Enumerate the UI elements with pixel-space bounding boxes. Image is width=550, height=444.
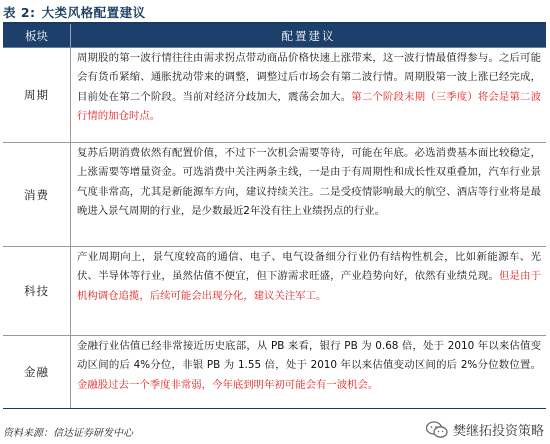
watermark (426, 420, 544, 439)
advice-highlight: 金融股过去一个季度非常弱，今年底到明年初可能会有一波机会。 (77, 378, 379, 391)
row-advice (71, 48, 546, 142)
table-row-finance (3, 336, 546, 408)
row-category: 科技 (3, 247, 71, 335)
table-caption (3, 3, 146, 19)
advice-text: 金融行业估值已经非常接近历史底部，从 PB 来看，银行 PB 为 0.68 倍，处于 2010 年以来估值变动区间的后 4%分位，非银 PB 为 1.55 倍，处于 2010 年以来估值变动区间的后 2%分位数位置。 (77, 340, 541, 372)
row-category: 金融 (3, 336, 71, 408)
table-number: 表 2: (3, 5, 36, 20)
header-sector: 板块 (3, 24, 71, 47)
advice-text: 周期股的第一波行情往往由需求拐点带动商品价格快速上涨带来，这一波行情最值得参与。之后可能会有货币紧缩、通胀扰动带来的调整，调整过后市场会有第二波行情。周期股第一波上涨已经完成，目前处在第二个阶段。当前对经济分歧加大，震荡会加大。 (77, 52, 541, 103)
table-row-cycle (3, 48, 546, 143)
advice-text: 产业周期向上，景气度较高的通信、电子、电气设备细分行业仍有结构性机会，比如新能源车、光伏、半导体等行业，虽然估值不便宜，但下游需求旺盛，产业趋势向好，依然有业绩兑现。 (77, 251, 541, 283)
source-note: 资料来源：信达证券研发中心 (3, 428, 133, 439)
header-advice: 配置建议 (281, 28, 336, 43)
row-advice (71, 336, 546, 408)
table-header (3, 24, 546, 48)
table-row-consumer (3, 143, 546, 247)
advice-highlight: 但是由于机构调仓追揽，后续可能会出现分化，建议关注军工。 (77, 270, 542, 302)
allocation-table (3, 22, 546, 409)
watermark-text: 樊继拓投资策略 (452, 424, 544, 439)
wechat-icon (426, 421, 448, 439)
row-category: 周期 (3, 48, 71, 142)
row-advice (71, 247, 546, 335)
table-row-tech (3, 247, 546, 336)
row-category: 消费 (3, 143, 71, 246)
advice-text: 复苏后期消费依然有配置价值，不过下一次机会需要等待，可能在年底。必选消费基本面比较稳定，上涨需要等增量资金。可选消费中关注两条主线，一是由于有周期性和成长性双重叠加，汽车行业景气度非常高，尤其是新能源车方向，建议持续关注。二是受疫情影响最大的航空、酒店等行业将是最晚进入景气周期的行业，是少数最近2年没有往上业绩拐点的行业。 (77, 147, 541, 217)
row-advice (71, 143, 546, 246)
advice-highlight: 第二个阶段末期（三季度）将会是第二波行情的加仓时点。 (77, 90, 542, 122)
table-title: 大类风格配置建议 (41, 5, 146, 20)
